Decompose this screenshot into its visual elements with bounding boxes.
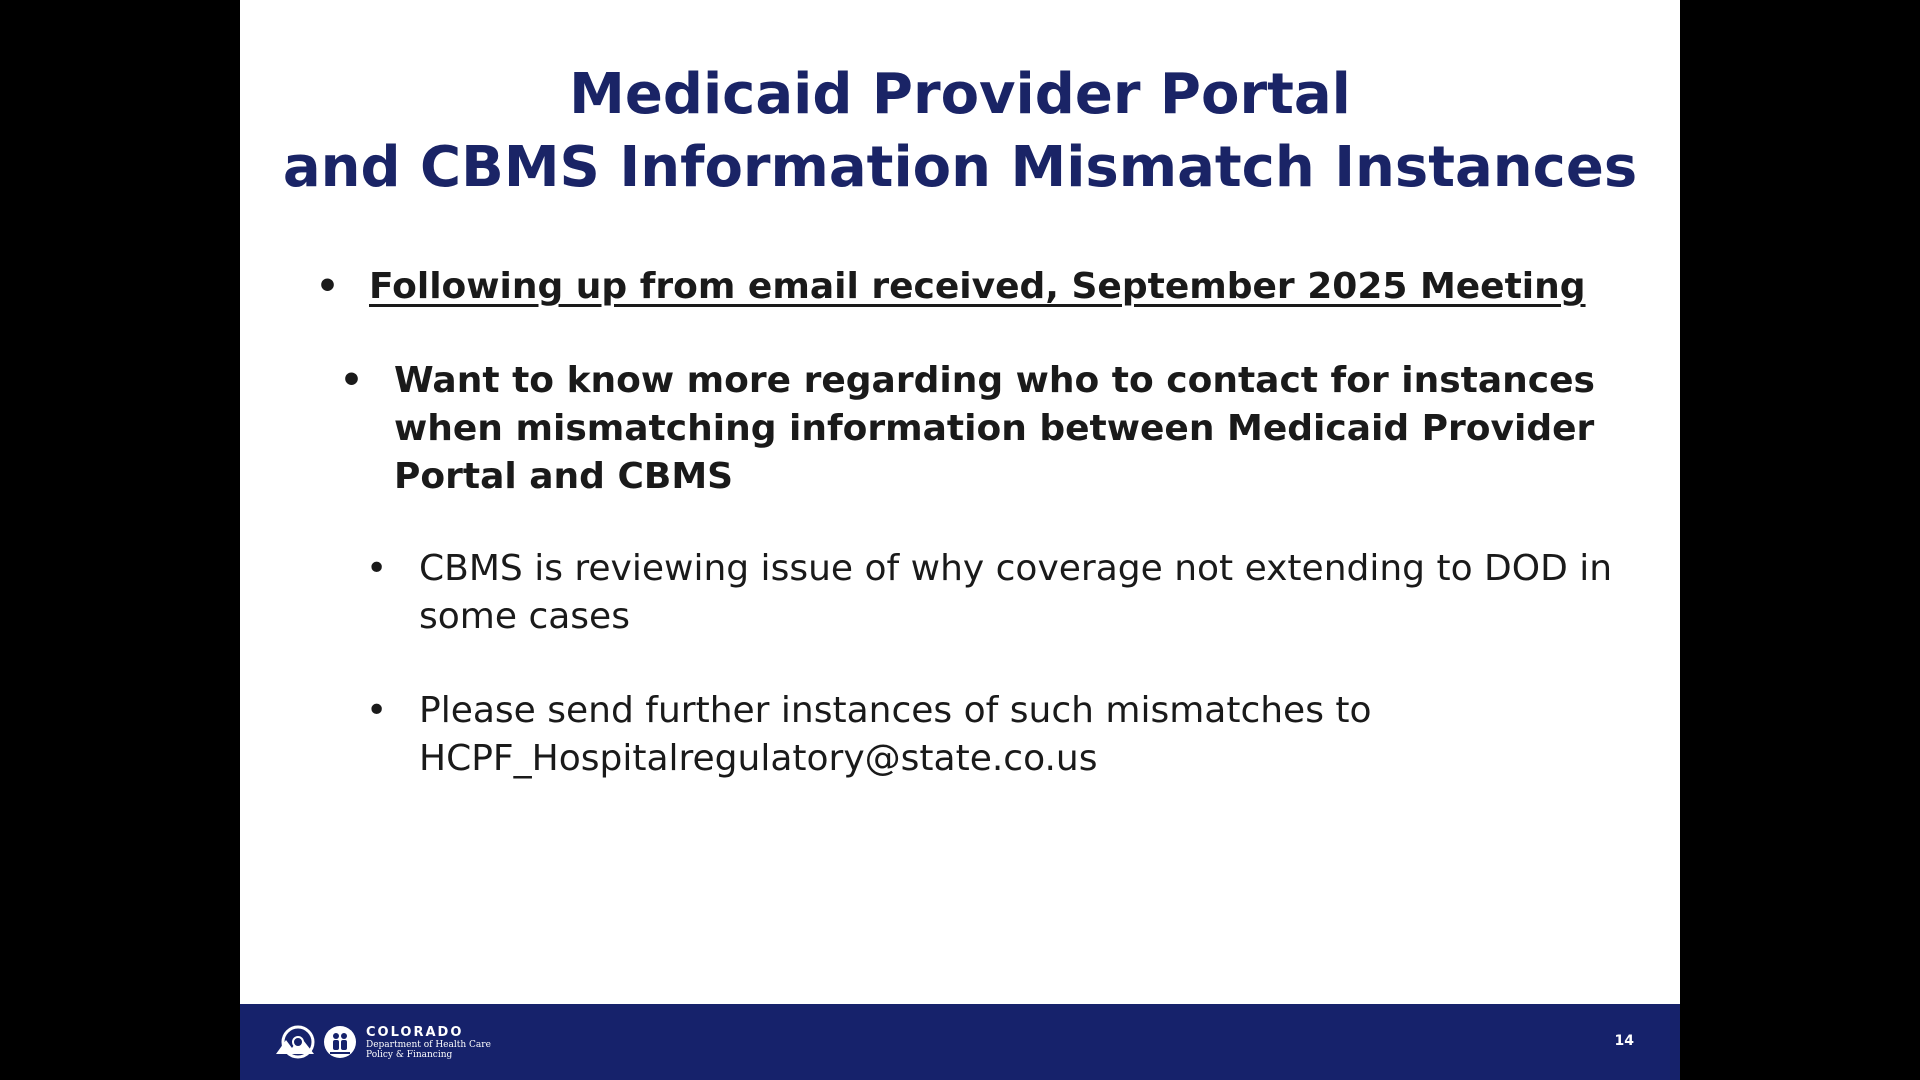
- colorado-logo-icon: [274, 1024, 320, 1060]
- slide-footer: [240, 1004, 1680, 1080]
- slide-title-line-1: Medicaid Provider Portal: [569, 62, 1351, 127]
- agency-logo: [274, 1020, 491, 1064]
- bullet-level-3: [366, 687, 1646, 783]
- bullet-level-2: [340, 357, 1640, 501]
- logo-subtitle-line-1: Department of Health Care: [366, 1039, 491, 1050]
- logo-name: COLORADO: [366, 1024, 464, 1040]
- bullet-text: Please send further instances of such mismatches to HCPF_Hospitalregulatory@state.co.us: [419, 690, 1372, 779]
- hcpf-seal-icon: [322, 1024, 358, 1060]
- slide-title-line-2: and CBMS Information Mismatch Instances: [282, 135, 1638, 200]
- logo-text: [366, 1025, 491, 1060]
- slide-title: [240, 58, 1680, 204]
- slide: [240, 0, 1680, 1080]
- logo-subtitle-line-2: Policy & Financing: [366, 1049, 453, 1060]
- page-number: 14: [1614, 1033, 1634, 1049]
- bullet-marker: •: [316, 266, 340, 307]
- bullet-level-1: [316, 263, 1586, 311]
- bullet-marker: •: [366, 690, 388, 731]
- bullet-marker: •: [366, 548, 388, 589]
- bullet-text: CBMS is reviewing issue of why coverage not extending to DOD in some cases: [419, 548, 1613, 637]
- bullet-marker: •: [340, 360, 364, 401]
- bullet-text: Want to know more regarding who to contact for instances when mismatching information between Medicaid Provider Portal and CBMS: [394, 360, 1595, 497]
- bullet-level-3: [366, 545, 1646, 641]
- bullet-text: Following up from email received, September 2025 Meeting: [369, 266, 1586, 307]
